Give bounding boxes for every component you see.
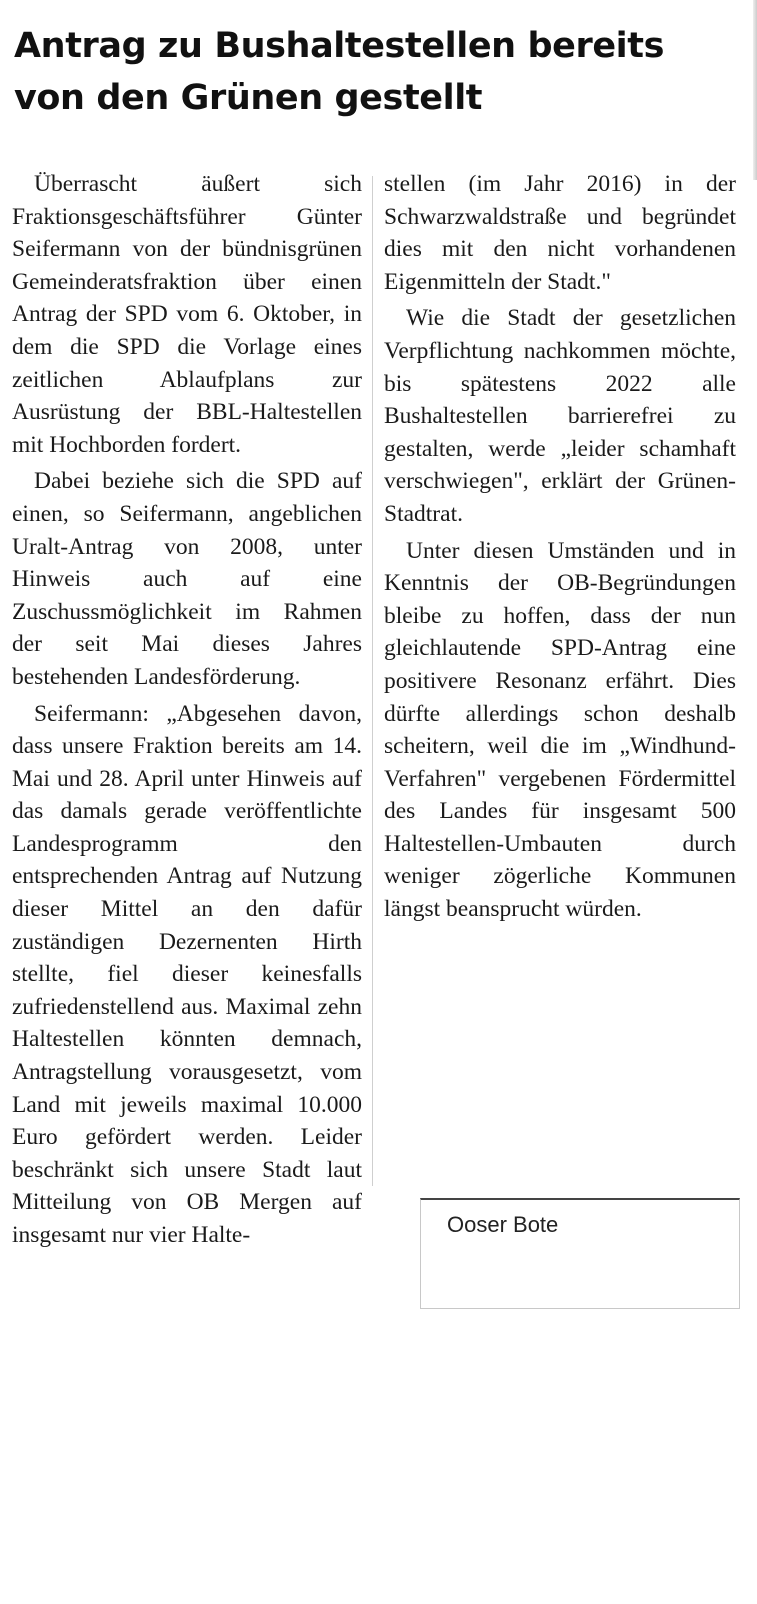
paragraph: Dabei beziehe sich die SPD auf einen, so Seifermann, angeblichen Uralt-Antrag von 2008, unter Hinweis auch auf eine Zuschussmöglichkeit im Rahmen der seit Mai dieses Jahres bestehenden Landesförderung. xyxy=(12,468,362,690)
paragraph: Seifermann: „Abgesehen davon, dass unsere Fraktion bereits am 14. Mai und 28. April unter Hinweis auf das damals gerade veröffentlichte Landesprogramm den entsprechenden Antrag auf Nutzung dieser Mittel an den dafür zuständigen Dezernenten Hirth stellte, fiel dieser keinesfalls zufriedenstellend aus. Maximal zehn Haltestellen könnten demnach, Antragstellung vorausgesetzt, vom Land mit jeweils maximal 10.000 Euro gefördert werden. Leider beschränkt sich unsere Stadt laut Mitteilung von OB Mergen auf insgesamt nur vier Halte- xyxy=(12,700,362,1248)
paragraph-continued: stellen (im Jahr 2016) in der Schwarzwaldstraße und begründet dies mit den nicht vorhandenen Eigenmitteln der Stadt." xyxy=(384,171,736,295)
source-label: Ooser Bote xyxy=(447,1212,559,1237)
article-left-column xyxy=(12,168,362,1256)
column-divider xyxy=(372,176,373,1186)
paragraph: Unter diesen Umständen und in Kenntnis der OB-Begründungen bleibe zu hoffen, dass der nun gleichlautende SPD-Antrag eine positivere Resonanz erfährt. Dies dürfte allerdings schon deshalb scheitern, weil die im „Windhund-Verfahren" vergebenen Fördermittel des Landes für insgesamt 500 Haltestellen-Umbauten durch weniger zögerliche Kommunen längst beansprucht würden. xyxy=(384,537,736,923)
article-headline: Antrag zu Bushaltestellen bereits von den Grünen gestellt xyxy=(14,26,665,118)
paragraph: Überrascht äußert sich Fraktionsgeschäftsführer Günter Seifermann von der bündnisgrünen Gemeinderatsfraktion über einen Antrag der SPD vom 6. Oktober, in dem die SPD die Vorlage eines zeitlichen Ablaufplans zur Ausrüstung der BBL-Haltestellen mit Hochborden fordert. xyxy=(12,171,362,458)
scan-edge xyxy=(753,0,757,180)
article-right-column xyxy=(384,168,736,930)
source-box xyxy=(420,1198,740,1309)
paragraph: Wie die Stadt der gesetzlichen Verpflichtung nachkommen möchte, bis spätestens 2022 alle Bushaltestellen barrierefrei zu gestalten, werde „leider schamhaft verschwiegen", erklärt der Grünen-Stadtrat. xyxy=(384,305,736,527)
